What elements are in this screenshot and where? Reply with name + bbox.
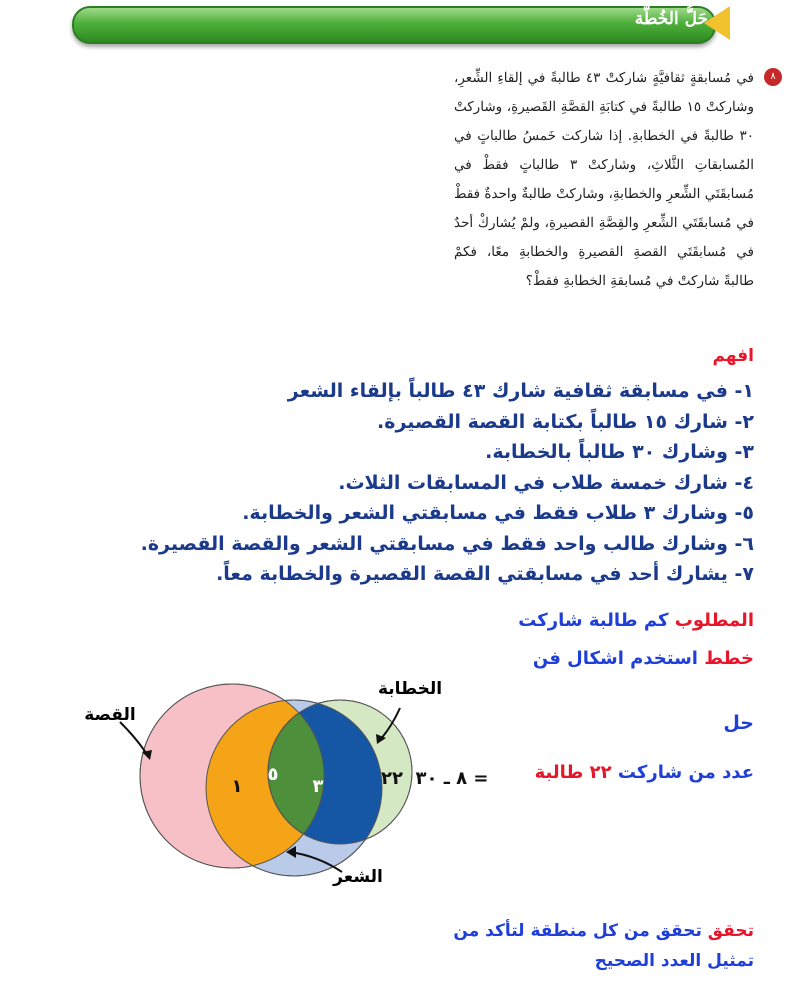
understand-steps (34, 376, 754, 590)
story-label: القصة (84, 705, 136, 725)
step-5: ٥- وشارك ٣ طلاب فقط في مسابقتي الشعر والخطابة. (242, 502, 754, 524)
solve-label: حل (723, 712, 754, 734)
check-text: تحقق من كل منطقة لتأكد من تمثيل العدد الصحيح (453, 921, 754, 971)
count-line (535, 762, 754, 783)
count-text: عدد من شاركت (617, 762, 754, 783)
problem-text: في مُسابقةٍ ثقافيَّةٍ شاركتْ ٤٣ طالبةً في إلقاءِ الشِّعرِ، وشاركتْ ١٥ طالبةً في كتابَةِ القصَّةِ القَصيرةِ، وشاركتْ ٣٠ طالبةً في الخطابةِ. إذا شاركت خَمسُ طالباتٍ في المُسابقاتِ الثَّلاثِ، وشاركتْ ٣ طالباتٍ فقطْ في مُسابقَتَي الشِّعرِ والخطابةِ، وشاركتْ طالبةٌ واحدةٌ فقطْ في مُسابقَتَي الشِّعرِ والقِصَّةِ القصيرةِ، ولمْ يُشاركْ أحدٌ في مُسابقَتَي القصةِ القصيرةِ والخطابةِ معًا، فكمْ طالبةً شاركتْ في مُسابقةِ الخطابةِ فقطْ؟ (454, 70, 754, 289)
required-label: المطلوب (674, 610, 754, 631)
step-2: ٢- شارك ١٥ طالباً بكتابة القصة القصيرة. (377, 410, 754, 433)
plan-line (533, 648, 754, 669)
step-6: ٦- وشارك طالب واحد فقط في مسابقتي الشعر والقصة القصيرة. (140, 532, 754, 555)
check-label: تحقق (707, 921, 754, 941)
venn-equation: = ٨ ـ ٣٠ (415, 768, 489, 789)
speech-label: الخطابة (377, 679, 443, 699)
region-poetry-speech-value: ٣ (312, 776, 324, 797)
required-line (518, 610, 754, 631)
required-text: كم طالبة شاركت (518, 610, 669, 631)
story-pointer-arrow (120, 722, 148, 756)
venn-diagram (0, 660, 540, 900)
poetry-label: الشعر (333, 867, 383, 887)
check-line (434, 916, 754, 976)
region-poetry-story-value: ١ (231, 776, 243, 797)
plan-text: استخدم اشكال فن (532, 648, 698, 669)
section-banner (72, 6, 716, 44)
region-all-value: ٥ (267, 764, 279, 785)
understand-label: افهم (712, 346, 754, 366)
step-3: ٣- وشارك ٣٠ طالباً بالخطابة. (485, 441, 754, 463)
plan-label: خطط (704, 648, 754, 669)
region-speech-only-value: ٢٢ (381, 768, 403, 789)
problem-number-badge: ٨ (764, 68, 782, 86)
step-1: ١- في مسابقة ثقافية شارك ٤٣ طالباً بإلقاء الشعر (287, 380, 754, 402)
step-7: ٧- يشارك أحد في مسابقتي القصة القصيرة والخطابة معاً. (216, 563, 754, 585)
step-4: ٤- شارك خمسة طلاب في المسابقات الثلاث. (338, 471, 754, 494)
section-title: حَلُّ الخُطَّة (634, 9, 708, 29)
count-value: ٢٢ طالبة (534, 762, 612, 783)
